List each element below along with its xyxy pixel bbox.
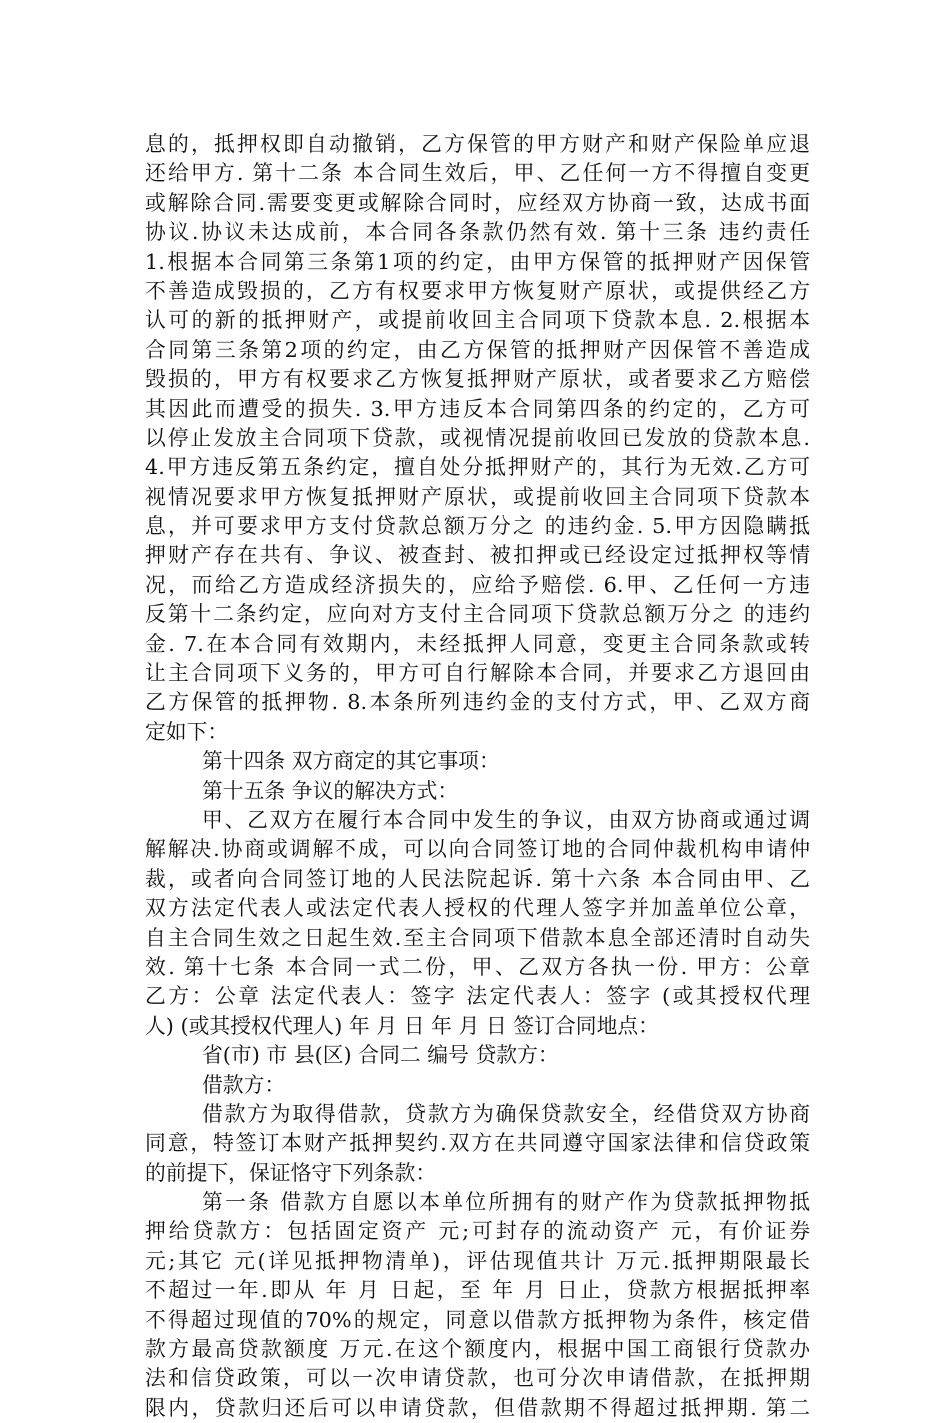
text-line: 让主合同项下义务的，甲方可自行解除本合同，并要求乙方退回由 [145, 661, 810, 686]
text-line: 的前提下，保证恪守下列条款： [145, 1160, 437, 1185]
text-line: 反第十二条约定，应向对方支付主合同项下贷款总额万分之 的违约 [145, 602, 810, 627]
text-line: 省(市) 市 县(区) 合同二 编号 贷款方： [202, 1043, 559, 1068]
text-line: 限内，贷款归还后可以申请贷款，但借款期不得超过抵押期. 第二 [145, 1395, 810, 1420]
text-line: 以停止发放主合同项下贷款，或视情况提前收回已发放的贷款本息. [145, 425, 810, 450]
text-line: 同意，特签订本财产抵押契约.双方在共同遵守国家法律和信贷政策 [145, 1131, 810, 1156]
text-line: 法和信贷政策，可以一次申请贷款，也可分次申请借款，在抵押期 [145, 1366, 810, 1391]
text-line: 毁损的，甲方有权要求乙方恢复抵押财产原状，或者要求乙方赔偿 [145, 367, 810, 392]
text-line: 乙方保管的抵押物. 8.本条所列违约金的支付方式，甲、乙双方商 [145, 690, 810, 715]
text-line: 金. 7.在本合同有效期内，未经抵押人同意，变更主合同条款或转 [145, 631, 810, 656]
text-line: 效. 第十七条 本合同一式二份，甲、乙双方各执一份. 甲方：公章 [145, 954, 810, 979]
text-line: 其因此而遭受的损失. 3.甲方违反本合同第四条的约定的，乙方可 [145, 396, 810, 421]
text-line: 双方法定代表人或法定代表人授权的代理人签字并加盖单位公章， [145, 896, 810, 921]
text-line: 元;其它 元(详见抵押物清单)，评估现值共计 万元.抵押期限最长 [145, 1248, 810, 1273]
text-line: 还给甲方. 第十二条 本合同生效后，甲、乙任何一方不得擅自变更 [145, 161, 810, 186]
text-line: 解解决.协商或调解不成，可以向合同签订地的合同仲裁机构申请仲 [145, 837, 810, 862]
text-line: 第一条 借款方自愿以本单位所拥有的财产作为贷款抵押物抵 [202, 1190, 810, 1215]
text-line: 息，并可要求甲方支付贷款总额万分之 的违约金. 5.甲方因隐瞒抵 [145, 514, 810, 539]
text-line: 不得超过现值的70%的规定，同意以借款方抵押物为条件，核定借 [145, 1307, 810, 1332]
text-line: 合同第三条第2项的约定，由乙方保管的抵押财产因保管不善造成 [145, 337, 810, 362]
document-body-text [145, 130, 810, 1423]
text-line: 款方最高贷款额度 万元.在这个额度内，根据中国工商银行贷款办 [145, 1337, 810, 1362]
text-line: 第十四条 双方商定的其它事项： [202, 749, 500, 774]
text-line: 自主合同生效之日起生效.至主合同项下借款本息全部还清时自动失 [145, 925, 810, 950]
text-line: 况，而给乙方造成经济损失的，应给予赔偿. 6.甲、乙任何一方违 [145, 572, 810, 597]
text-line: 不善造成毁损的，乙方有权要求甲方恢复财产原状，或提供经乙方 [145, 278, 810, 303]
text-line: 息的，抵押权即自动撤销，乙方保管的甲方财产和财产保险单应退 [145, 132, 810, 156]
text-line: 4.甲方违反第五条约定，擅自处分抵押财产的，其行为无效.乙方可 [145, 455, 810, 480]
text-line: 第十五条 争议的解决方式： [202, 778, 459, 803]
text-line: 借款方： [202, 1072, 286, 1097]
text-line: 定如下： [145, 719, 229, 744]
text-line: 人) (或其授权代理人) 年 月 日 年 月 日 签订合同地点： [145, 1013, 659, 1038]
text-line: 认可的新的抵押财产，或提前收回主合同项下贷款本息. 2.根据本 [145, 308, 810, 333]
text-line: 1.根据本合同第三条第1项的约定，由甲方保管的抵押财产因保管 [145, 249, 810, 274]
text-line: 乙方：公章 法定代表人：签字 法定代表人：签字 (或其授权代理 [145, 984, 810, 1009]
document-page [145, 130, 810, 1423]
text-line: 裁，或者向合同签订地的人民法院起诉. 第十六条 本合同由甲、乙 [145, 866, 810, 891]
text-line: 甲、乙双方在履行本合同中发生的争议，由双方协商或通过调 [202, 807, 810, 832]
text-line: 不超过一年.即从 年 月 日起，至 年 月 日止，贷款方根据抵押率 [145, 1278, 810, 1303]
text-line: 视情况要求甲方恢复抵押财产原状，或提前收回主合同项下贷款本 [145, 484, 810, 509]
text-line: 押给贷款方：包括固定资产 元;可封存的流动资产 元，有价证券 [145, 1219, 810, 1244]
text-line: 协议.协议未达成前，本合同各条款仍然有效. 第十三条 违约责任 [145, 220, 810, 245]
text-line: 或解除合同.需要变更或解除合同时，应经双方协商一致，达成书面 [145, 190, 810, 215]
text-line: 借款方为取得借款，贷款方为确保贷款安全，经借贷双方协商 [202, 1101, 810, 1126]
text-line: 押财产存在共有、争议、被查封、被扣押或已经设定过抵押权等情 [145, 543, 810, 568]
